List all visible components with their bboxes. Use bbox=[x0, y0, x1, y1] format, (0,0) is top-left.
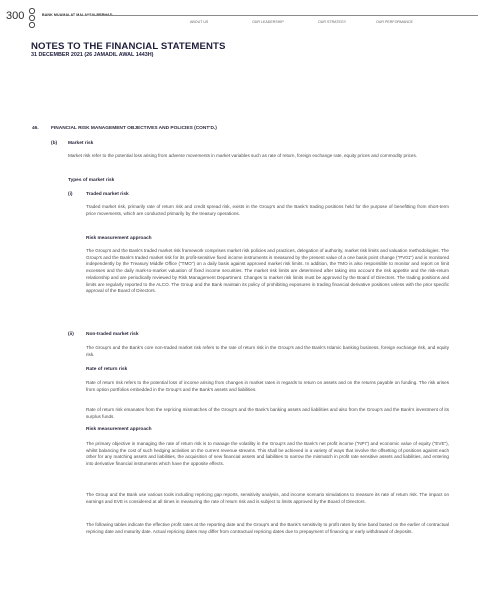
section-title: FINANCIAL RISK MANAGEMENT OBJECTIVES AND POLICIES (CONT'D.) bbox=[51, 126, 217, 131]
item2-rma-paragraph-1: The primary objective in managing the rate of return risk is to manage the volatility in the Group's and the Bank's net profit income ("NPI") and economic value of equity ("EVE"), whilst balancing the cost of such hedging activities on the current revenue streams. This shall be achieved in a variety of ways that involve the offsetting of positions against each other for any matching assets and liabilities, the acquisition of new financial assets and liabilities to narrow the mismatch in profit rate sensitive assets and liabilities, and entering into derivative financial instruments which have the opposite effects. bbox=[86, 441, 449, 467]
item1-paragraph: Traded market risk, primarily rate of return risk and credit spread risk, exists in the Group's and the Bank's trading positions held for the purpose of benefitting from short-term price movements, which are conducted primarily by the treasury operations. bbox=[86, 204, 449, 216]
item2-rma-paragraph-3: The following tables indicate the effective profit rates at the reporting date and the Group's and the Bank's sensitivity to profit rates by time band based on the earlier of contractual repricing date and maturity date. Actual repricing dates may differ from contractual repricing dates due to prepayment of financing or early withdrawal of deposits. bbox=[86, 522, 449, 534]
subsection-title: Market risk bbox=[68, 141, 94, 146]
market-risk-intro: Market risk refer to the potential loss arising from adverse movements in market variables such as rate of return, foreign exchange rate, equity prices and commodity prices. bbox=[68, 153, 418, 158]
header-rule bbox=[92, 15, 478, 16]
item1-title: Traded market risk bbox=[86, 192, 129, 197]
subsection-label: (b) bbox=[51, 141, 58, 146]
item1-label: (i) bbox=[68, 192, 73, 197]
ror-heading: Rate of return risk bbox=[86, 367, 128, 372]
page-subtitle: 31 DECEMBER 2021 (26 JAMADIL AWAL 1443H) bbox=[31, 52, 154, 58]
bank-name: BANK MUAMALAT MALAYSIA BERHAD bbox=[42, 13, 113, 17]
item2-label: (ii) bbox=[68, 332, 74, 337]
ror-paragraph-1: Rate of return risk refers to the potential loss of income arising from changes in market rates in regards to return on assets and on the returns payable on funding. The risk arises from option portfolios embedded in the Group's and the Bank's assets and liabilities. bbox=[86, 380, 449, 392]
item2-rma-heading: Risk measurement approach bbox=[86, 427, 152, 432]
bank-logo-icon bbox=[26, 7, 38, 29]
nav-our-performance[interactable]: OUR PERFORMANCE bbox=[376, 20, 413, 24]
item2-rma-paragraph-2: The Group and the Bank use various tools including repricing gap reports, sensitivity analysis, and income scenario simulations to measure its rate of return risk. The impact on earnings and EVE is considered at all times in measuring the rate of return risk and is subject to limits approved by the Board of Directors. bbox=[86, 492, 449, 504]
ror-paragraph-2: Rate of return risk emanates from the repricing mismatches of the Group's and the Bank's banking assets and liabilities and also from the Group's and the Bank's investment of its surplus funds. bbox=[86, 407, 449, 419]
item2-paragraph: The Group's and the Bank's core non-traded market risk refers to the rate of return risk in the Group's and the Bank's Islamic banking business, foreign exchange risk, and equity risk. bbox=[86, 345, 449, 357]
item2-title: Non-traded market risk bbox=[86, 332, 139, 337]
nav-about-us[interactable]: ABOUT US bbox=[190, 20, 209, 24]
page-header bbox=[0, 0, 480, 30]
nav-our-leadership[interactable]: OUR LEADERSHIP bbox=[252, 20, 284, 24]
nav-our-strategy[interactable]: OUR STRATEGY bbox=[318, 20, 347, 24]
item1-rma-paragraph: The Group's and the Bank's traded market risk framework comprises market risk policies and practices, delegation of authority, market risk limits and valuation methodologies. The Group's and the Bank's traded market risk for its profit-sensitive fixed income instruments is measured by the present value of a one basis point change ("PV01") and is monitored independently by the Treasury Middle Office ("TMO") on a daily basis against approved market risk limits. In addition, the TMO is also responsible to monitor and report on limit excesses and the daily mark-to-market valuation of fixed income securities. The market risk limits are determined after taking into account the risk appetite and the risk-return relationship and are periodically reviewed by Risk Management Department. Changes to market risk limits must be approved by the Board of Directors. The trading positions and limits are regularly reported to the ALCO. The Group and the Bank maintain its policy of prohibiting exposures in trading financial derivative positions unless with the prior specific approval of the Board of Directors. bbox=[86, 248, 449, 294]
types-heading: Types of market risk bbox=[68, 178, 115, 183]
section-number: 46. bbox=[32, 126, 39, 131]
page-title: NOTES TO THE FINANCIAL STATEMENTS bbox=[31, 41, 226, 52]
page-number: 300 bbox=[6, 10, 25, 22]
item1-rma-heading: Risk measurement approach bbox=[86, 236, 152, 241]
